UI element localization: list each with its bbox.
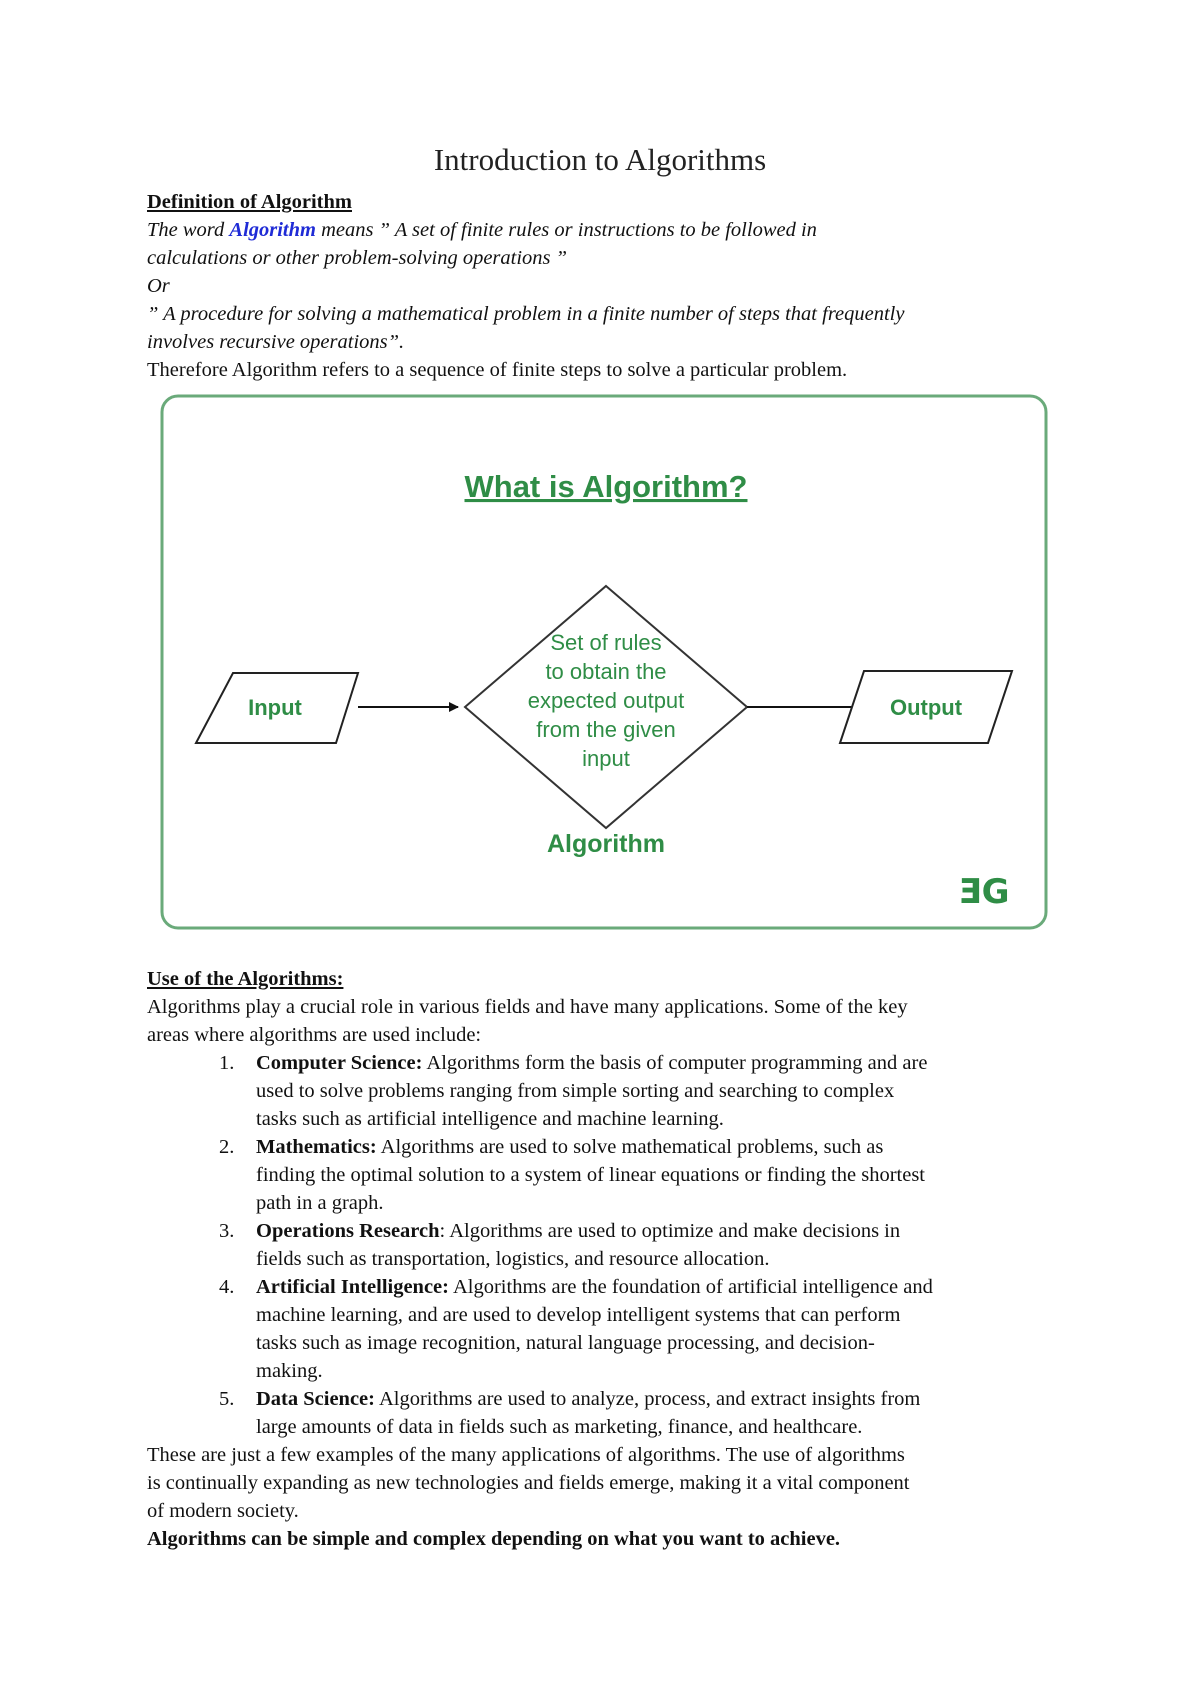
algorithm-diagram-svg xyxy=(160,394,1048,930)
list-item-line: finding the optimal solution to a system of linear equations or finding the shortest xyxy=(256,1164,925,1186)
rules-line-4: from the given xyxy=(536,717,676,742)
list-item xyxy=(147,1385,1087,1441)
list-item-term: Artificial Intelligence: xyxy=(256,1276,449,1298)
list-item-text: Algorithms form the basis of computer programming and are xyxy=(422,1052,928,1074)
list-item-term: Computer Science: xyxy=(256,1052,423,1074)
list-item xyxy=(147,1049,1087,1133)
output-label: Output xyxy=(889,695,963,720)
list-item-line: machine learning, and are used to develop intelligent systems that can perform xyxy=(256,1304,901,1326)
list-item xyxy=(147,1133,1087,1217)
algorithm-diagram xyxy=(160,394,1048,930)
list-item-line xyxy=(256,1217,1087,1245)
definition-line-1 xyxy=(147,216,1067,244)
definition-line-1-pre: The word xyxy=(147,219,230,241)
definition-line-4: involves recursive operations”. xyxy=(147,331,405,353)
closing-line-1: These are just a few examples of the many applications of algorithms. The use of algorithms xyxy=(147,1444,905,1466)
list-item-term: Operations Research xyxy=(256,1220,440,1242)
closing-line-2: is continually expanding as new technologies and fields emerge, making it a vital component xyxy=(147,1472,910,1494)
list-item-number: 4. xyxy=(219,1276,235,1298)
definition-line-1-post: means ” A set of finite rules or instructions to be followed in xyxy=(315,219,817,241)
definition-section xyxy=(147,188,1067,384)
definition-conclusion: Therefore Algorithm refers to a sequence of finite steps to solve a particular problem. xyxy=(147,359,848,381)
closing-bold-statement: Algorithms can be simple and complex depending on what you want to achieve. xyxy=(147,1528,841,1550)
list-item-line: tasks such as image recognition, natural language processing, and decision- xyxy=(256,1332,875,1354)
list-item-line xyxy=(256,1273,1087,1301)
rules-line-2: to obtain the xyxy=(545,659,667,684)
diagram-title: What is Algorithm? xyxy=(464,469,748,504)
uses-intro-line-1: Algorithms play a crucial role in various fields and have many applications. Some of the key xyxy=(147,996,908,1018)
list-item-number: 3. xyxy=(219,1220,235,1242)
page-title: Introduction to Algorithms xyxy=(433,142,767,177)
list-item-line xyxy=(256,1385,1087,1413)
list-item-line: large amounts of data in fields such as marketing, finance, and healthcare. xyxy=(256,1416,863,1438)
gfg-logo: ƎG xyxy=(958,872,1010,912)
uses-heading: Use of the Algorithms: xyxy=(147,968,344,990)
list-item xyxy=(147,1273,1087,1385)
list-item-line xyxy=(256,1133,1087,1161)
rules-line-5: input xyxy=(582,746,630,771)
closing-line-3: of modern society. xyxy=(147,1500,299,1522)
uses-intro-line-2: areas where algorithms are used include: xyxy=(147,1024,482,1046)
definition-line-2: calculations or other problem-solving operations ” xyxy=(147,247,568,269)
list-item-line: used to solve problems ranging from simple sorting and searching to complex xyxy=(256,1080,895,1102)
list-item-term: Data Science: xyxy=(256,1388,375,1410)
algorithm-keyword: Algorithm xyxy=(229,219,316,241)
list-item-line: fields such as transportation, logistics, and resource allocation. xyxy=(256,1248,770,1270)
definition-or: Or xyxy=(147,275,170,297)
uses-section xyxy=(147,965,1067,1049)
diagram-caption: Algorithm xyxy=(546,830,666,858)
input-label: Input xyxy=(248,695,302,720)
list-item-text: : Algorithms are used to optimize and make decisions in xyxy=(439,1220,901,1242)
list-item-text: Algorithms are the foundation of artificial intelligence and xyxy=(448,1276,933,1298)
list-item xyxy=(147,1217,1087,1273)
list-item-line: path in a graph. xyxy=(256,1192,384,1214)
uses-list xyxy=(147,1049,1087,1441)
list-item-text: Algorithms are used to solve mathematical problems, such as xyxy=(376,1136,884,1158)
list-item-line xyxy=(256,1049,1087,1077)
definition-heading: Definition of Algorithm xyxy=(147,191,352,213)
list-item-number: 2. xyxy=(219,1136,235,1158)
closing-section xyxy=(147,1441,1067,1553)
rules-line-3: expected output xyxy=(527,688,685,713)
list-item-line: making. xyxy=(256,1360,323,1382)
rules-line-1: Set of rules xyxy=(550,630,662,655)
list-item-term: Mathematics: xyxy=(256,1136,377,1158)
list-item-text: Algorithms are used to analyze, process, and extract insights from xyxy=(374,1388,921,1410)
list-item-number: 1. xyxy=(219,1052,235,1074)
list-item-line: tasks such as artificial intelligence and machine learning. xyxy=(256,1108,724,1130)
list-item-number: 5. xyxy=(219,1388,235,1410)
definition-line-3: ” A procedure for solving a mathematical problem in a finite number of steps that frequently xyxy=(147,303,905,325)
